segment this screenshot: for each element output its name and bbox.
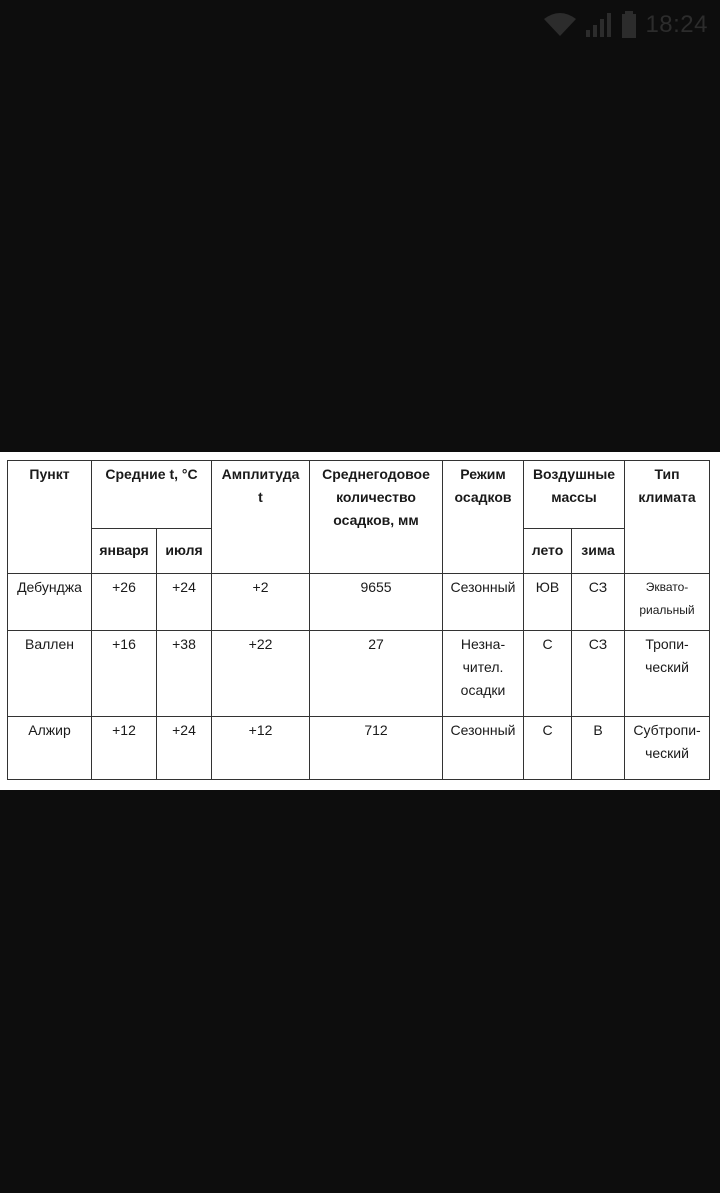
header-precip-regime: Режим осадков	[443, 461, 524, 574]
cell-regime: Незна- чител. осадки	[443, 630, 524, 717]
header-january: января	[92, 528, 157, 573]
cell-january: +26	[92, 574, 157, 631]
table-row	[8, 630, 710, 717]
cell-july: +24	[157, 717, 212, 780]
status-bar	[0, 0, 720, 50]
header-climate-type: Тип климата	[625, 461, 710, 574]
cell-summer: ЮВ	[524, 574, 572, 631]
cell-precipitation: 27	[310, 630, 443, 717]
cell-amplitude: +12	[212, 717, 310, 780]
header-point: Пункт	[8, 461, 92, 574]
status-clock: 18:24	[645, 11, 708, 38]
header-july: июля	[157, 528, 212, 573]
header-summer: лето	[524, 528, 572, 573]
cell-january: +12	[92, 717, 157, 780]
table-row	[8, 574, 710, 631]
cell-january: +16	[92, 630, 157, 717]
cell-july: +38	[157, 630, 212, 717]
cell-summer: С	[524, 630, 572, 717]
cell-regime: Сезонный	[443, 717, 524, 780]
cell-regime: Сезонный	[443, 574, 524, 631]
table-image	[0, 452, 720, 790]
wifi-icon	[543, 13, 577, 37]
table-header-row	[8, 461, 710, 529]
cell-amplitude: +2	[212, 574, 310, 631]
header-precipitation: Среднегодовое количество осадков, мм	[310, 461, 443, 574]
cell-point: Алжир	[8, 717, 92, 780]
cell-winter: СЗ	[572, 574, 625, 631]
header-winter: зима	[572, 528, 625, 573]
battery-icon	[621, 11, 637, 39]
cell-point: Дебунджа	[8, 574, 92, 631]
cell-climate-type: Экват​о- риальный	[625, 574, 710, 631]
cell-amplitude: +22	[212, 630, 310, 717]
cell-point: Валлен	[8, 630, 92, 717]
header-amplitude: Амплитуда t	[212, 461, 310, 574]
header-air-masses: Воздушные массы	[524, 461, 625, 529]
cell-climate-type: Субтропи- ческий	[625, 717, 710, 780]
cell-winter: СЗ	[572, 630, 625, 717]
table-row	[8, 717, 710, 780]
cell-summer: С	[524, 717, 572, 780]
status-icons	[543, 10, 708, 40]
cell-july: +24	[157, 574, 212, 631]
cell-precipitation: 712	[310, 717, 443, 780]
signal-icon	[585, 12, 613, 38]
header-avg-temp: Средние t, °C	[92, 461, 212, 529]
cell-winter: В	[572, 717, 625, 780]
cell-precipitation: 9655	[310, 574, 443, 631]
cell-climate-type: Тропи- ческий	[625, 630, 710, 717]
climate-table	[7, 460, 710, 780]
